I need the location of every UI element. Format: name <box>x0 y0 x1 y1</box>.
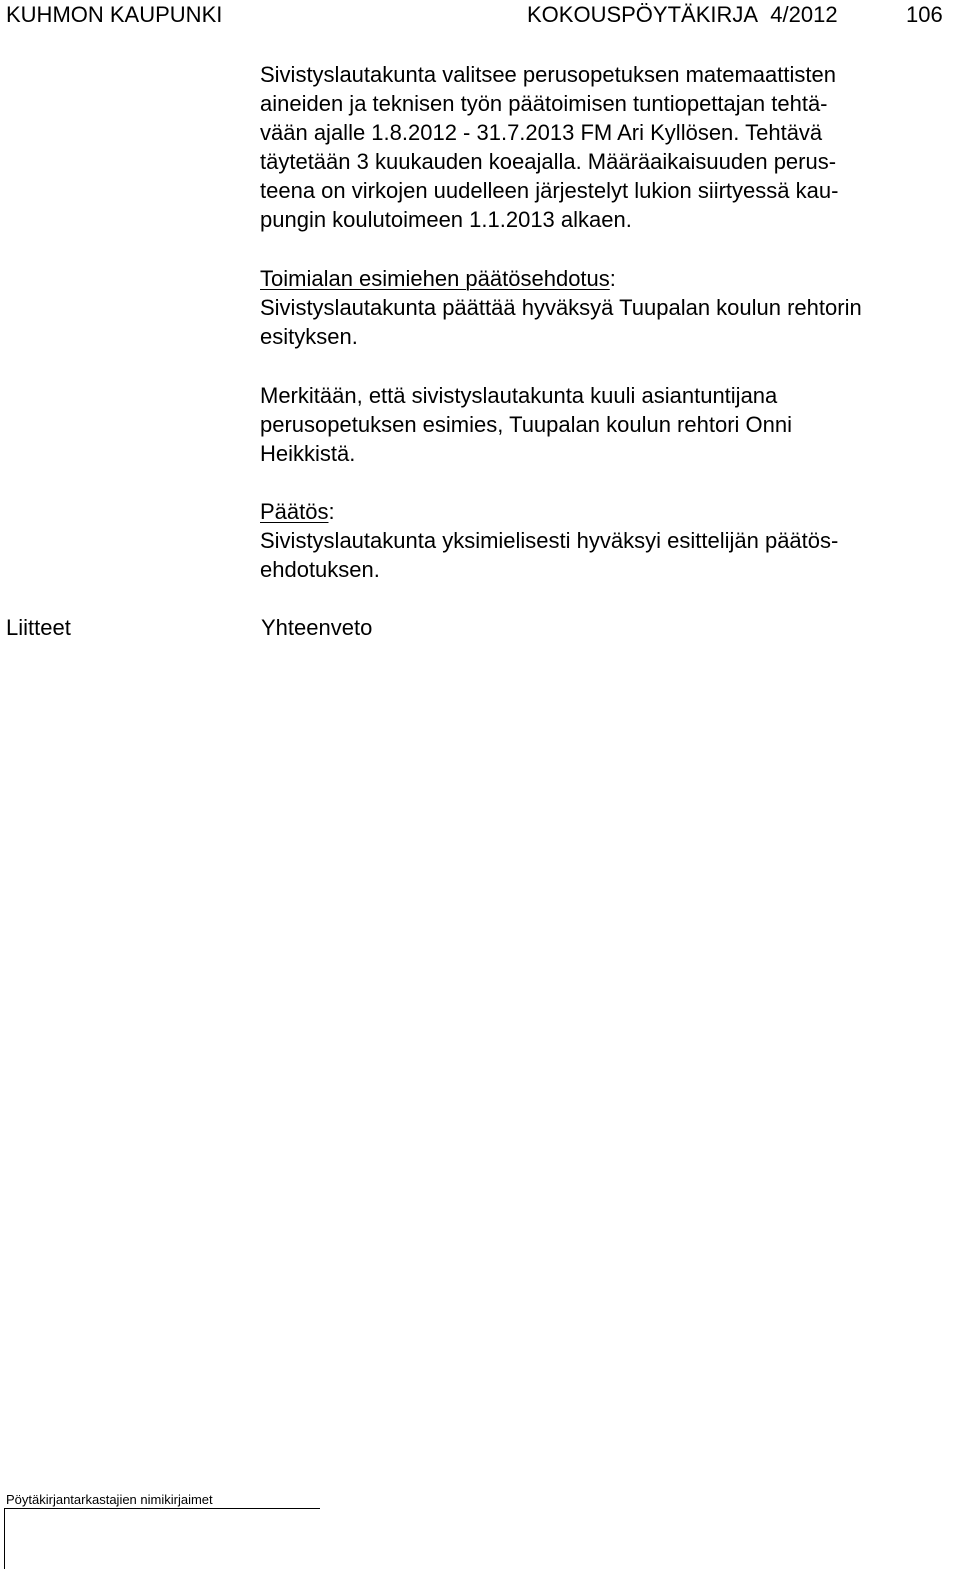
decision-heading-line <box>260 497 335 526</box>
signature-box-top-border <box>4 1508 320 1509</box>
note-line: Heikkistä. <box>260 441 356 466</box>
proposal-heading: Toimialan esimiehen päätösehdotus <box>260 266 610 291</box>
attachment-item: Yhteenveto <box>261 615 373 640</box>
decision-line: Sivistyslautakunta yksimielisesti hyväksyi esittelijän päätös- <box>260 528 839 553</box>
paragraph-line: Sivistyslautakunta valitsee perusopetuksen matemaattisten <box>260 62 836 87</box>
document-title <box>527 2 838 28</box>
paragraph-line: teena on virkojen uudelleen järjestelyt lukion siirtyessä kau- <box>260 178 839 203</box>
proposal-heading-line <box>260 264 616 293</box>
document-number: 4/2012 <box>770 2 838 27</box>
signatures-label: Pöytäkirjantarkastajien nimikirjaimet <box>6 1492 213 1507</box>
paragraph-line: vään ajalle 1.8.2012 - 31.7.2013 FM Ari Kyllösen. Tehtävä <box>260 120 823 145</box>
document-type: KOKOUSPÖYTÄKIRJA <box>527 2 759 27</box>
signature-box-left-border <box>4 1509 5 1569</box>
proposal-line: esityksen. <box>260 324 358 349</box>
paragraph-line: aineiden ja teknisen työn päätoimisen tuntiopettajan tehtä- <box>260 91 828 116</box>
paragraph-line: pungin koulutoimeen 1.1.2013 alkaen. <box>260 207 632 232</box>
page-number: 106 <box>906 2 943 27</box>
note-line: Merkitään, että sivistyslautakunta kuuli asiantuntijana <box>260 383 778 408</box>
attachments-label: Liitteet <box>6 615 71 640</box>
decision-line: ehdotuksen. <box>260 557 380 582</box>
note-line: perusopetuksen esimies, Tuupalan koulun rehtori Onni <box>260 412 792 437</box>
heading-colon: : <box>328 499 335 524</box>
decision-heading: Päätös <box>260 499 329 524</box>
heading-colon: : <box>609 266 616 291</box>
paragraph-line: täytetään 3 kuukauden koeajalla. Määräaikaisuuden perus- <box>260 149 837 174</box>
organization-name: KUHMON KAUPUNKI <box>6 2 223 27</box>
proposal-line: Sivistyslautakunta päättää hyväksyä Tuupalan koulun rehtorin <box>260 295 862 320</box>
